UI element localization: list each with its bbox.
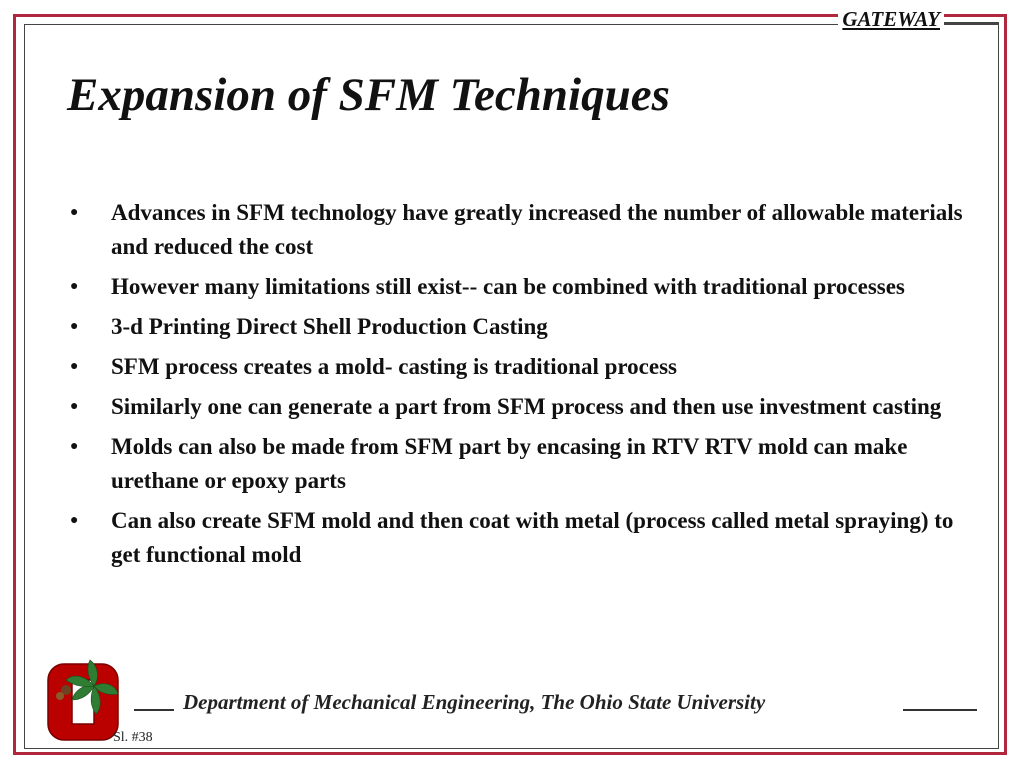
bullet-text: Can also create SFM mold and then coat with metal (process called metal spraying) to get functional mold	[111, 508, 954, 567]
osu-block-o-logo-icon	[44, 656, 122, 748]
bullet-text: However many limitations still exist-- can be combined with traditional processes	[111, 274, 905, 299]
bullet-item	[67, 430, 982, 498]
bullet-item	[67, 310, 982, 344]
footer-rule-right	[903, 709, 977, 711]
bullet-text: Similarly one can generate a part from SFM process and then use investment casting	[111, 394, 942, 419]
bullet-icon: ●	[70, 439, 79, 454]
bullet-icon: ●	[70, 513, 79, 528]
bullet-icon: ●	[70, 359, 79, 374]
bullet-text: 3-d Printing Direct Shell Production Casting	[111, 314, 548, 339]
bullet-item	[67, 350, 982, 384]
bullet-icon: ●	[70, 279, 79, 294]
footer-department: Department of Mechanical Engineering, The Ohio State University	[183, 690, 766, 714]
gateway-label: GATEWAY	[838, 7, 944, 32]
bullet-list	[67, 196, 982, 578]
bullet-item	[67, 196, 982, 264]
bullet-text: Advances in SFM technology have greatly increased the number of allowable materials and reduced the cost	[111, 200, 963, 259]
footer-rule-left	[134, 709, 174, 711]
bullet-text: Molds can also be made from SFM part by encasing in RTV RTV mold can make urethane or epoxy parts	[111, 434, 908, 493]
bullet-item	[67, 504, 982, 572]
header-rule	[940, 22, 999, 24]
bullet-item	[67, 270, 982, 304]
bullet-icon: ●	[70, 399, 79, 414]
slide-title: Expansion of SFM Techniques	[67, 69, 670, 121]
bullet-icon: ●	[70, 205, 79, 220]
bullet-text: SFM process creates a mold- casting is traditional process	[111, 354, 678, 379]
bullet-item	[67, 390, 982, 424]
slide-number: Sl. #38	[113, 730, 153, 745]
bullet-icon: ●	[70, 319, 79, 334]
